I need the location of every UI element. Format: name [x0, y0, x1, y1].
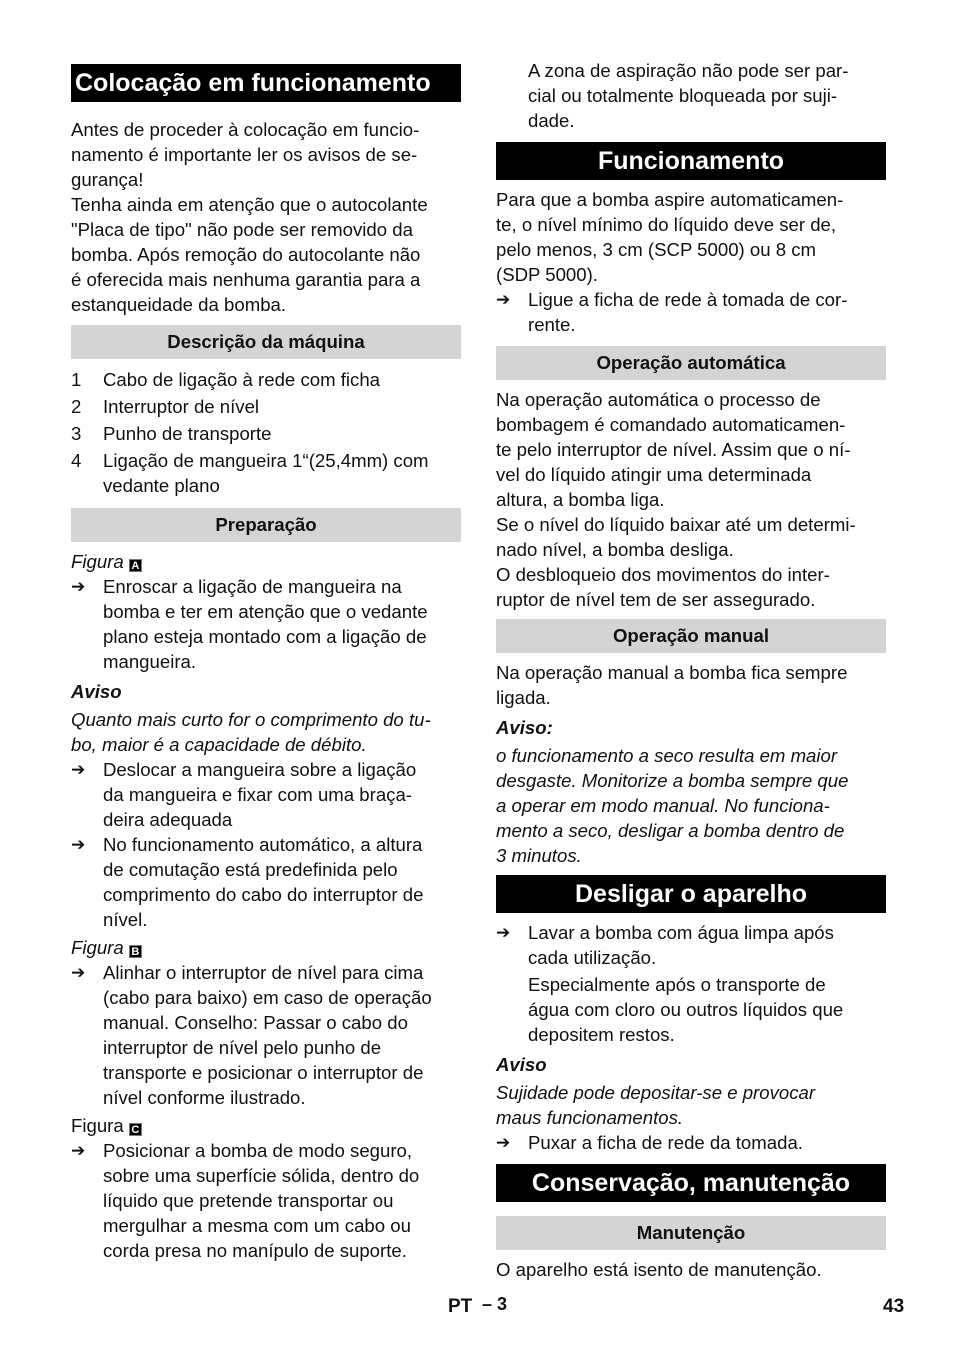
text-line: é oferecida mais nenhuma garantia para a	[71, 269, 421, 290]
step-ligue	[496, 287, 886, 337]
heading-descricao: Descrição da máquina	[71, 325, 461, 359]
aviso-title-1: Aviso	[71, 681, 122, 702]
text-line: estanqueidade da bomba.	[71, 294, 287, 315]
text-line: Alinhar o interruptor de nível para cima	[103, 962, 424, 983]
text-line: gurança!	[71, 169, 144, 190]
text-line: bo, maior é a capacidade de débito.	[71, 734, 367, 755]
text-line: depositem restos.	[528, 1024, 675, 1045]
text-line: bomba e ter em atenção que o vedante	[103, 601, 428, 622]
step-lavar	[496, 920, 886, 970]
text-line: corda presa no manípulo de suporte.	[103, 1240, 407, 1261]
list-item-number: 4	[71, 450, 82, 471]
text-line: Tenha ainda em atenção que o autocolante	[71, 194, 428, 215]
list-item	[71, 394, 461, 419]
text-line: Especialmente após o transporte de	[528, 974, 826, 995]
list-item-number: 3	[71, 423, 82, 444]
heading-manutencao: Manutenção	[496, 1216, 886, 1250]
list-item	[71, 448, 461, 498]
text-line: Se o nível do líquido baixar até um determi-	[496, 514, 856, 535]
text-line: ligada.	[496, 687, 551, 708]
text-line: dade.	[528, 110, 575, 131]
text-line: Deslocar a mangueira sobre a ligação	[103, 759, 417, 780]
text-line: nível conforme ilustrado.	[103, 1087, 306, 1108]
text-line: transporte e posicionar o interruptor de	[103, 1062, 424, 1083]
heading-conservacao: Conservação, manutenção	[496, 1164, 886, 1202]
heading-funcionamento: Funcionamento	[496, 142, 886, 180]
text-line: ruptor de nível tem de ser assegurado.	[496, 589, 816, 610]
text-line: Na operação manual a bomba fica sempre	[496, 662, 848, 683]
list-item-number: 1	[71, 369, 82, 390]
text-line: cial ou totalmente bloqueada por suji-	[528, 85, 838, 106]
step-alinhar	[71, 960, 461, 1110]
text-line: vel do líquido atingir uma determinada	[496, 464, 812, 485]
aviso-title-2: Aviso:	[496, 717, 553, 738]
step-deslocar	[71, 757, 461, 832]
text-line: Quanto mais curto for o comprimento do tu-	[71, 709, 431, 730]
text-line: a operar em modo manual. No funciona-	[496, 795, 830, 816]
aviso-text-1	[71, 707, 461, 757]
figure-c-ref: Figura C	[71, 1113, 461, 1138]
list-item-text: Punho de transporte	[103, 423, 272, 444]
text-line: (SDP 5000).	[496, 264, 598, 285]
machine-description-list	[71, 367, 461, 498]
text-line: água com cloro ou outros líquidos que	[528, 999, 844, 1020]
figure-letter-c: C	[129, 1123, 142, 1136]
text-line: deira adequada	[103, 809, 233, 830]
text-line: sobre uma superfície sólida, dentro do	[103, 1165, 420, 1186]
text-line: da mangueira e fixar com uma braça-	[103, 784, 413, 805]
text-line: Sujidade pode depositar-se e provocar	[496, 1082, 816, 1103]
text-line: líquido que pretende transportar ou	[103, 1190, 394, 1211]
text-line: Enroscar a ligação de mangueira na	[103, 576, 402, 597]
heading-preparacao: Preparação	[71, 508, 461, 542]
list-item	[71, 367, 461, 392]
text-line: maus funcionamentos.	[496, 1107, 684, 1128]
lavar-continuation	[496, 972, 886, 1047]
text-line: te, o nível mínimo do líquido deve ser de,	[496, 214, 837, 235]
aviso-text-2	[496, 743, 886, 868]
funcionamento-text	[496, 187, 886, 287]
arrow-right-icon: ➔	[71, 760, 86, 779]
text-line: O aparelho está isento de manutenção.	[496, 1259, 822, 1280]
text-line: Antes de proceder à colocação em funcio-	[71, 119, 420, 140]
step-puxar	[496, 1130, 886, 1155]
text-line: mento a seco, desligar a bomba dentro de	[496, 820, 845, 841]
left-column	[71, 58, 461, 1263]
figure-a-ref: Figura A	[71, 549, 461, 574]
figure-letter-b: B	[129, 945, 142, 958]
list-item	[71, 421, 461, 446]
text-line: desgaste. Monitorize a bomba sempre que	[496, 770, 849, 791]
operacao-manual-text	[496, 660, 886, 710]
text-line: comprimento do cabo do interruptor de	[103, 884, 424, 905]
text-line: O desbloqueio dos movimentos do inter-	[496, 564, 830, 585]
text-line: Ligue a ficha de rede à tomada de cor-	[528, 289, 848, 310]
text-line: de comutação está predefinida pelo	[103, 859, 398, 880]
text-line: namento é importante ler os avisos de se-	[71, 144, 418, 165]
step-posicionar	[71, 1138, 461, 1263]
arrow-right-icon: ➔	[71, 577, 86, 596]
text-line: "Placa de tipo" não pode ser removido da	[71, 219, 413, 240]
footer-language: PT	[448, 1296, 473, 1317]
arrow-right-icon: ➔	[71, 963, 86, 982]
arrow-right-icon: ➔	[71, 835, 86, 854]
text-line: rente.	[528, 314, 576, 335]
text-line: mergulhar a mesma com um cabo ou	[103, 1215, 411, 1236]
text-line: Puxar a ficha de rede da tomada.	[528, 1132, 803, 1153]
text-line: Para que a bomba aspire automaticamen-	[496, 189, 844, 210]
page-number: 43	[883, 1296, 905, 1317]
manutencao-text	[496, 1257, 886, 1282]
text-line: Posicionar a bomba de modo seguro,	[103, 1140, 413, 1161]
text-line: Lavar a bomba com água limpa após	[528, 922, 834, 943]
text-line: manual. Conselho: Passar o cabo do	[103, 1012, 408, 1033]
text-line: 3 minutos.	[496, 845, 582, 866]
text-line: plano esteja montado com a ligação de	[103, 626, 427, 647]
arrow-right-icon: ➔	[71, 1141, 86, 1160]
text-line: Na operação automática o processo de	[496, 389, 821, 410]
text-line: nado nível, a bomba desliga.	[496, 539, 734, 560]
intro-text-1	[71, 117, 461, 192]
arrow-right-icon: ➔	[496, 1133, 511, 1152]
list-item-text: Cabo de ligação à rede com ficha	[103, 369, 381, 390]
heading-colocacao: Colocação em funcionamento	[71, 64, 461, 102]
text-line: te pelo interruptor de nível. Assim que o ní-	[496, 439, 851, 460]
text-line: pelo menos, 3 cm (SCP 5000) ou 8 cm	[496, 239, 817, 260]
operacao-automatica-text	[496, 387, 886, 612]
text-line: cada utilização.	[528, 947, 657, 968]
text-line: mangueira.	[103, 651, 197, 672]
figure-b-ref: Figura B	[71, 935, 461, 960]
list-item-text: Ligação de mangueira 1“(25,4mm) com vedante plano	[103, 450, 429, 496]
text-line: nível.	[103, 909, 148, 930]
list-item-number: 2	[71, 396, 82, 417]
text-line: bombagem é comandado automaticamen-	[496, 414, 846, 435]
aviso-text-3	[496, 1080, 886, 1130]
footer-section: – 3	[482, 1294, 508, 1314]
text-line: o funcionamento a seco resulta em maior	[496, 745, 838, 766]
heading-operacao-manual: Operação manual	[496, 619, 886, 653]
right-column	[496, 58, 886, 1282]
heading-operacao-automatica: Operação automática	[496, 346, 886, 380]
text-line: altura, a bomba liga.	[496, 489, 665, 510]
arrow-right-icon: ➔	[496, 923, 511, 942]
text-line: No funcionamento automático, a altura	[103, 834, 423, 855]
heading-desligar: Desligar o aparelho	[496, 875, 886, 913]
continued-text	[496, 58, 886, 133]
aviso-title-3: Aviso	[496, 1054, 547, 1075]
step-enroscar	[71, 574, 461, 674]
text-line: interruptor de nível pelo punho de	[103, 1037, 382, 1058]
arrow-right-icon: ➔	[496, 290, 511, 309]
text-line: A zona de aspiração não pode ser par-	[528, 60, 849, 81]
figure-letter-a: A	[129, 559, 142, 572]
intro-text-2	[71, 192, 461, 317]
text-line: bomba. Após remoção do autocolante não	[71, 244, 421, 265]
step-automatico	[71, 832, 461, 932]
list-item-text: Interruptor de nível	[103, 396, 260, 417]
text-line: (cabo para baixo) em caso de operação	[103, 987, 432, 1008]
